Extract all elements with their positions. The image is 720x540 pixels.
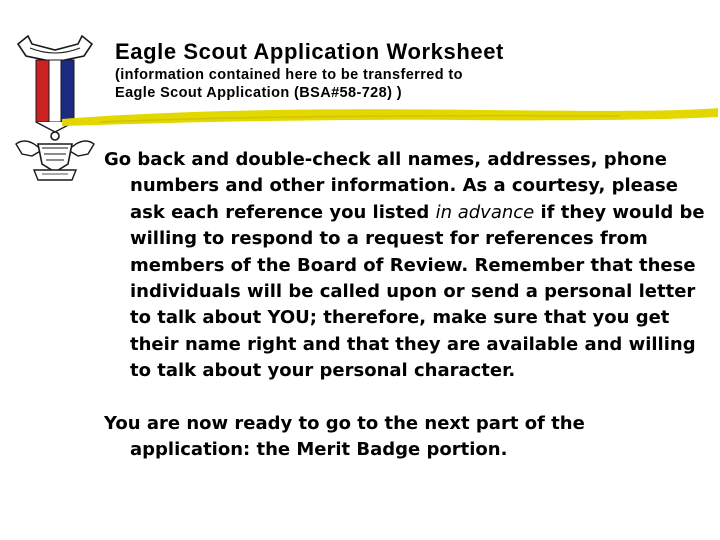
subtitle-line-1: (information contained here to be transferred to: [115, 67, 463, 83]
highlight-divider: [60, 104, 720, 130]
subtitle-line-2: Eagle Scout Application (BSA#58-728) ): [115, 85, 402, 101]
paragraph-1-text-a: Go back and double-check all names, addresses, phone numbers and other information. As a courtesy, please ask each reference you listed: [104, 149, 678, 223]
header: [115, 38, 675, 102]
paragraph-next-step: You are now ready to go to the next part of the application: the Merit Badge portion.: [104, 412, 585, 461]
paragraph-1-text-b: if they would be willing to respond to a request for references from members of the Board of Review. Remember that these individuals will be called upon or send a personal letter to talk about YOU; therefore, make sure that you get their name right and that they are available and willing to talk about your personal character.: [130, 201, 705, 382]
paragraph-references: [104, 147, 708, 385]
body-content: [104, 147, 708, 463]
emphasis-in-advance: in advance: [435, 201, 535, 223]
page-title: Eagle Scout Application Worksheet: [115, 39, 504, 64]
